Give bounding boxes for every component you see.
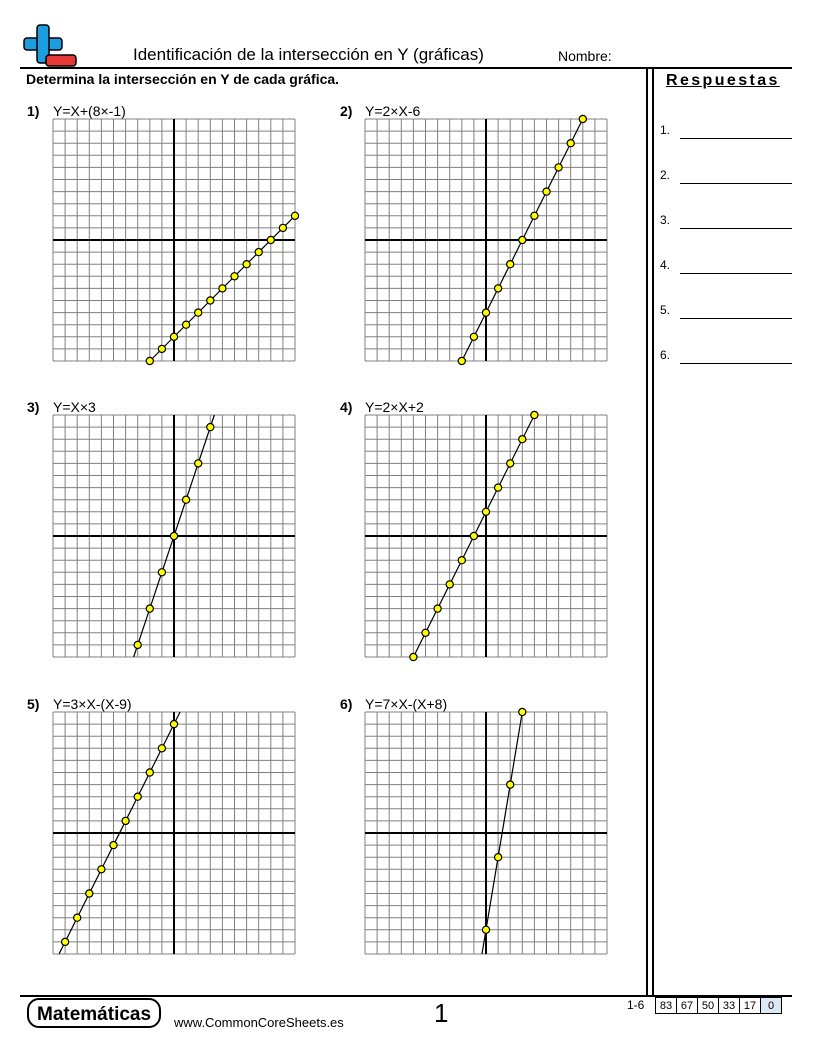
graph-2 (365, 119, 607, 361)
data-point (519, 236, 526, 243)
problem-equation: Y=X+(8×-1) (53, 103, 126, 119)
data-point (110, 842, 117, 849)
data-point (243, 261, 250, 268)
data-point (134, 641, 141, 648)
problem-number: 3) (27, 399, 40, 415)
score-box: 17 (739, 997, 761, 1014)
data-point (291, 212, 298, 219)
data-point (507, 460, 514, 467)
name-label: Nombre: (558, 48, 612, 64)
data-point (74, 914, 81, 921)
data-point (555, 164, 562, 171)
data-point (158, 569, 165, 576)
data-point (495, 854, 502, 861)
score-box: 67 (676, 997, 698, 1014)
graph-6 (365, 712, 607, 954)
problem-equation: Y=X×3 (53, 399, 96, 415)
data-point (422, 629, 429, 636)
data-point (158, 345, 165, 352)
data-point (207, 424, 214, 431)
data-point (495, 484, 502, 491)
answer-blank-4[interactable] (680, 273, 792, 274)
data-point (410, 653, 417, 660)
header-divider (20, 67, 792, 69)
data-point (219, 285, 226, 292)
data-point (183, 496, 190, 503)
data-point (146, 769, 153, 776)
graph-5 (53, 712, 295, 954)
problem-equation: Y=7×X-(X+8) (365, 696, 448, 712)
answer-label-4: 4. (660, 258, 671, 272)
data-point (122, 817, 129, 824)
data-point (470, 532, 477, 539)
data-point (579, 115, 586, 122)
data-point (62, 938, 69, 945)
answer-label-6: 6. (660, 348, 671, 362)
answer-column-divider (646, 68, 648, 996)
data-point (482, 309, 489, 316)
data-point (567, 140, 574, 147)
answer-blank-1[interactable] (680, 138, 792, 139)
answer-column-divider (652, 68, 654, 996)
graph-3 (53, 415, 295, 657)
data-point (134, 793, 141, 800)
data-point (267, 236, 274, 243)
score-box: 33 (718, 997, 740, 1014)
answer-label-2: 2. (660, 168, 671, 182)
data-point (458, 557, 465, 564)
data-point (446, 581, 453, 588)
data-point (231, 273, 238, 280)
data-point (507, 781, 514, 788)
problem-equation: Y=2×X+2 (365, 399, 424, 415)
data-point (207, 297, 214, 304)
problem-number: 5) (27, 696, 40, 712)
score-box: 50 (697, 997, 719, 1014)
data-point (458, 357, 465, 364)
answer-label-5: 5. (660, 303, 671, 317)
data-point (519, 708, 526, 715)
data-point (507, 261, 514, 268)
score-table (656, 997, 782, 1014)
problem-equation: Y=2×X-6 (365, 103, 421, 119)
data-point (98, 866, 105, 873)
data-point (183, 321, 190, 328)
problem-number: 6) (340, 696, 353, 712)
brand-logo: Matemáticas (27, 998, 161, 1028)
data-point (543, 188, 550, 195)
graph-1 (53, 119, 295, 361)
problem-number: 4) (340, 399, 353, 415)
data-point (195, 460, 202, 467)
data-point (255, 249, 262, 256)
data-point (531, 212, 538, 219)
data-point (146, 357, 153, 364)
data-point (470, 333, 477, 340)
worksheet-title: Identificación de la intersección en Y (gráficas) (133, 45, 484, 64)
data-point (170, 532, 177, 539)
data-point (170, 333, 177, 340)
data-point (495, 285, 502, 292)
answer-label-1: 1. (660, 123, 671, 137)
page-number: 1 (434, 998, 449, 1028)
answer-blank-3[interactable] (680, 228, 792, 229)
problem-number: 1) (27, 103, 40, 119)
problem-number: 2) (340, 103, 353, 119)
answer-blank-2[interactable] (680, 183, 792, 184)
website-url: www.CommonCoreSheets.es (174, 1015, 344, 1030)
plus-minus-logo-icon (22, 24, 78, 68)
data-point (170, 721, 177, 728)
data-point (146, 605, 153, 612)
answers-title: Respuestas (666, 72, 780, 89)
score-box: 0 (760, 997, 782, 1014)
answer-label-3: 3. (660, 213, 671, 227)
graph-4 (365, 415, 607, 657)
answer-blank-5[interactable] (680, 318, 792, 319)
data-point (158, 745, 165, 752)
data-point (482, 508, 489, 515)
instructions: Determina la intersección en Y de cada gráfica. (26, 71, 340, 87)
score-box: 83 (655, 997, 677, 1014)
data-point (519, 436, 526, 443)
data-point (86, 890, 93, 897)
data-point (531, 411, 538, 418)
answer-blank-6[interactable] (680, 363, 792, 364)
data-point (434, 605, 441, 612)
problem-equation: Y=3×X-(X-9) (53, 696, 132, 712)
problem-range: 1-6 (627, 998, 645, 1012)
data-point (195, 309, 202, 316)
data-point (279, 224, 286, 231)
data-point (482, 926, 489, 933)
